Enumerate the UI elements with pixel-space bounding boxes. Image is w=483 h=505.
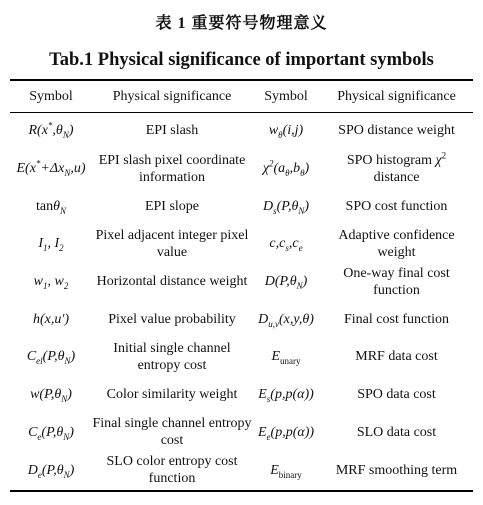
significance-cell: SLO data cost [356, 424, 437, 440]
significance-cell: MRF smoothing term [335, 462, 458, 478]
table-row [10, 376, 473, 414]
symbol-cell: $R(x^*,\theta_N)$ [28, 120, 74, 141]
significance-cell: SPO histogram $\chi^2$ distance [346, 149, 447, 185]
significance-cell: EPI slash [145, 123, 199, 139]
symbol-cell: $D(P,\theta_N)$ [264, 274, 308, 291]
significance-cell: Final cost function [344, 311, 449, 327]
significance-cell: MRF data cost [355, 349, 438, 365]
table-row [10, 225, 473, 263]
symbol-cell: $w(P,\theta_N)$ [30, 387, 72, 404]
significance-cell: SPO distance weight [338, 123, 455, 139]
table-row [10, 414, 473, 452]
table-row [10, 187, 473, 225]
header-row [10, 81, 473, 112]
symbol-cell: $E_s(p,p(\alpha))$ [258, 387, 314, 404]
symbol-cell: $c,c_s,c_e$ [269, 236, 303, 254]
significance-cell: Color similarity weight [106, 387, 238, 403]
significance-cell: EPI slash pixel coordinate information [98, 152, 246, 185]
symbol-cell: $E(x^*+\Delta x_N,u)$ [16, 158, 86, 178]
table-body [10, 112, 473, 489]
table-caption-chinese: 表 1 重要符号物理意义 [155, 15, 328, 32]
symbol-cell: $w_\theta(i,j)$ [268, 123, 304, 141]
significance-cell: Pixel adjacent integer pixel value [95, 227, 249, 260]
significance-cell: Pixel value probability [108, 311, 236, 327]
table-row [10, 300, 473, 338]
significance-cell: One-way final cost function [343, 265, 450, 298]
symbol-cell: $D_s(P,\theta_N)$ [262, 198, 310, 216]
header-symbol: Symbol [264, 89, 308, 104]
header-physical-significance: Physical significance [112, 89, 232, 104]
header-physical-significance: Physical significance [337, 89, 456, 104]
symbol-cell: $E_{unary}$ [271, 349, 301, 367]
significance-cell: SLO color entropy cost function [106, 454, 238, 487]
significance-cell: Initial single channel entropy cost [113, 340, 231, 373]
table-caption-english: Tab.1 Physical significance of important symbols [49, 50, 434, 70]
symbol-cell: $C_e(P,\theta_N)$ [28, 424, 74, 442]
symbol-cell: $I_1$, $I_2$ [38, 236, 64, 254]
symbol-cell: $E_{binary}$ [270, 462, 302, 480]
significance-cell: SPO data cost [357, 387, 436, 403]
table-row [10, 451, 473, 489]
table-row [10, 263, 473, 301]
symbol-cell: $\chi^2(a_\theta,b_\theta)$ [262, 158, 310, 178]
symbol-cell: $E_e(p,p(\alpha))$ [257, 424, 315, 442]
symbols-table [10, 81, 473, 489]
significance-cell: SPO cost function [345, 198, 448, 214]
symbol-cell: $D_e(P,\theta_N)$ [27, 462, 75, 480]
significance-cell: Horizontal distance weight [96, 274, 248, 290]
symbol-cell: $w_1$, $w_2$ [33, 274, 69, 291]
symbol-cell: tanθ$_N$ [35, 198, 66, 216]
significance-cell: EPI slope [144, 198, 200, 214]
table-row [10, 338, 473, 376]
bottom-rule [10, 490, 473, 492]
symbol-cell: h(x,u′) [32, 311, 70, 327]
table-row [10, 150, 473, 188]
significance-cell: Final single channel entropy cost [92, 416, 252, 449]
significance-cell: Adaptive confidence weight [338, 227, 455, 260]
header-symbol: Symbol [29, 89, 73, 104]
symbol-cell: $D_{u,v}(x,y,\theta)$ [258, 311, 314, 329]
table-row [10, 112, 473, 150]
symbol-cell: $C_{el}(P,\theta_N)$ [26, 349, 76, 367]
